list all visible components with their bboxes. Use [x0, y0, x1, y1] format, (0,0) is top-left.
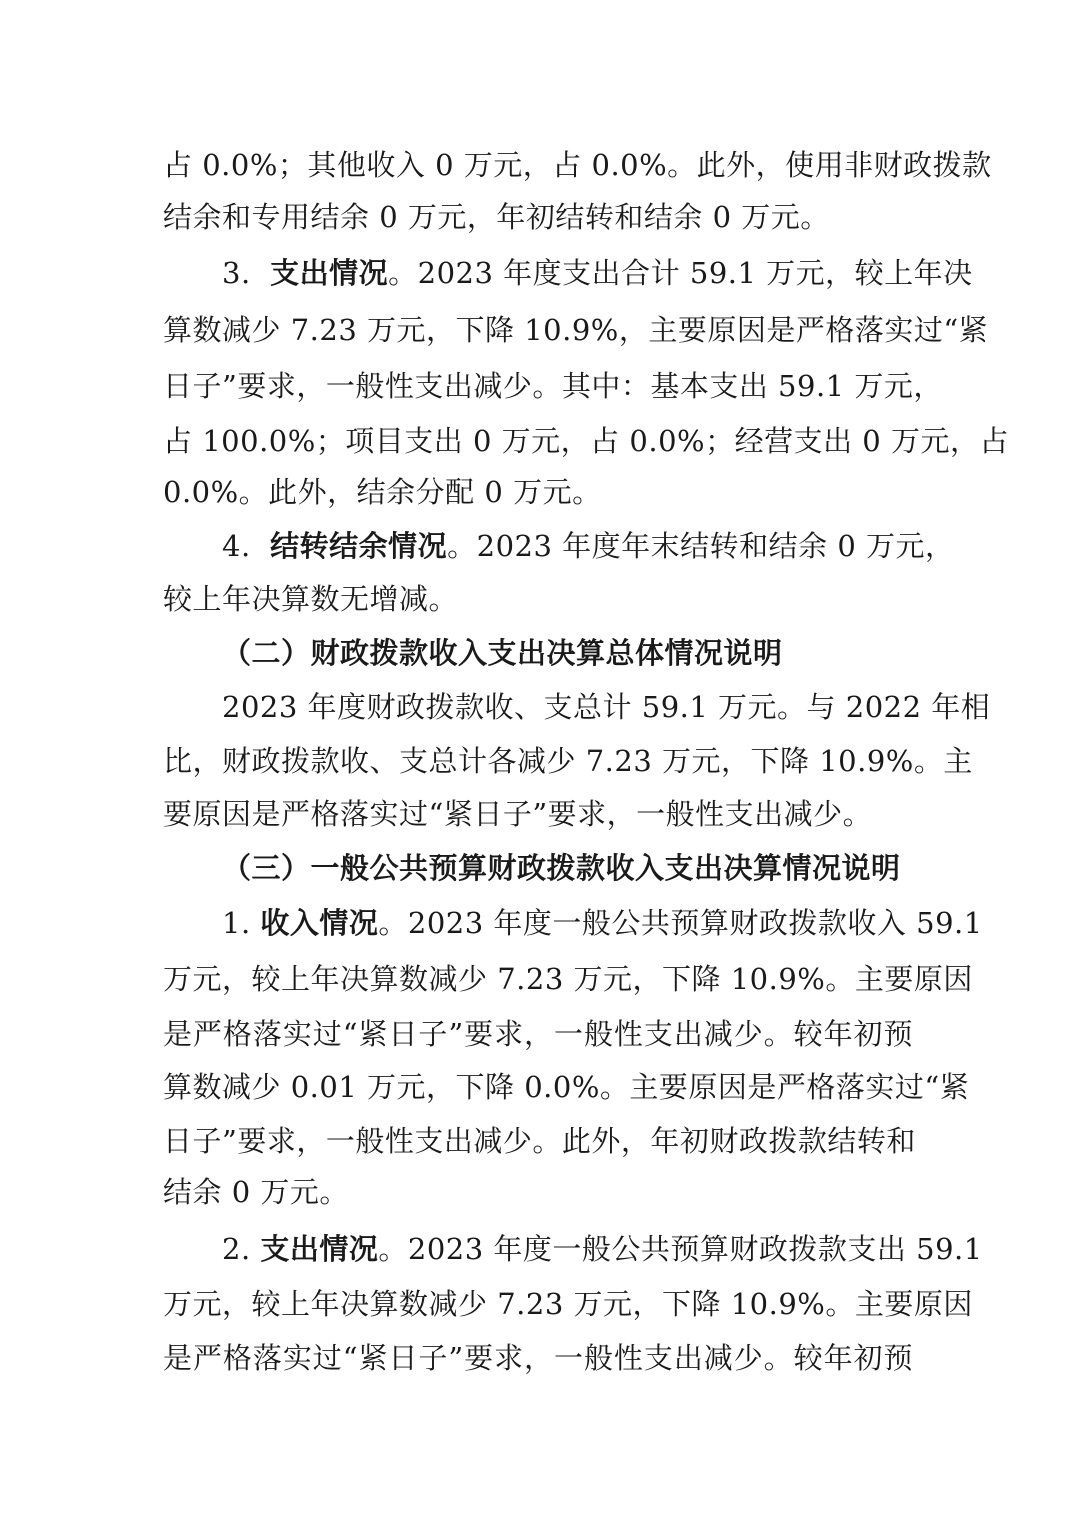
paragraph-line: 万元，较上年决算数减少 7.23 万元，下降 10.9%。主要原因 [163, 1287, 973, 1321]
item-heading: 支出情况 [260, 1232, 379, 1266]
paragraph-line: 是严格落实过“紧日子”要求，一般性支出减少。较年初预 [163, 1017, 913, 1051]
paragraph-line: 比，财政拨款收、支总计各减少 7.23 万元，下降 10.9%。主 [163, 744, 973, 778]
item-text: 。2023 年度一般公共预算财政拨款支出 59.1 [378, 1232, 983, 1266]
paragraph-line: 较上年决算数无增减。 [163, 582, 459, 616]
paragraph-line [222, 526, 955, 566]
paragraph-line: 2023 年度财政拨款收、支总计 59.1 万元。与 2022 年相 [222, 690, 991, 724]
paragraph-line: 算数减少 0.01 万元，下降 0.0%。主要原因是严格落实过“紧 [163, 1070, 970, 1104]
item-heading: 收入情况 [260, 906, 379, 940]
item-heading: 支出情况 [270, 256, 389, 290]
paragraph-line [222, 903, 983, 943]
paragraph-line [222, 1229, 983, 1269]
item-number: 2. [222, 1232, 251, 1266]
section-heading: （三）一般公共预算财政拨款收入支出决算情况说明 [222, 851, 901, 885]
paragraph-line: 要原因是严格落实过“紧日子”要求，一般性支出减少。 [163, 797, 873, 831]
paragraph-line [222, 253, 973, 293]
paragraph-line: 占 100.0%；项目支出 0 万元，占 0.0%；经营支出 0 万元，占 [163, 424, 1009, 458]
paragraph-line: 0.0%。此外，结余分配 0 万元。 [163, 475, 602, 509]
item-number: 4. [222, 529, 251, 563]
paragraph-line: 结余 0 万元。 [163, 1175, 349, 1209]
item-number: 1. [222, 906, 251, 940]
item-text: 。2023 年度年末结转和结余 0 万元， [447, 529, 955, 563]
paragraph-line: 算数减少 7.23 万元，下降 10.9%，主要原因是严格落实过“紧 [163, 313, 989, 347]
paragraph-line: 日子”要求，一般性支出减少。其中：基本支出 59.1 万元， [163, 369, 943, 403]
paragraph-line: 占 0.0%；其他收入 0 万元，占 0.0%。此外，使用非财政拨款 [163, 148, 992, 182]
item-text: 。2023 年度一般公共预算财政拨款收入 59.1 [378, 906, 983, 940]
section-heading: （二）财政拨款收入支出决算总体情况说明 [222, 636, 783, 670]
item-text: 。2023 年度支出合计 59.1 万元，较上年决 [388, 256, 973, 290]
paragraph-line: 是严格落实过“紧日子”要求，一般性支出减少。较年初预 [163, 1341, 913, 1375]
item-heading: 结转结余情况 [270, 529, 448, 563]
item-number: 3. [222, 256, 251, 290]
paragraph-line: 日子”要求，一般性支出减少。此外，年初财政拨款结转和 [163, 1124, 916, 1158]
paragraph-line: 结余和专用结余 0 万元，年初结转和结余 0 万元。 [163, 200, 830, 234]
paragraph-line: 万元，较上年决算数减少 7.23 万元，下降 10.9%。主要原因 [163, 962, 973, 996]
